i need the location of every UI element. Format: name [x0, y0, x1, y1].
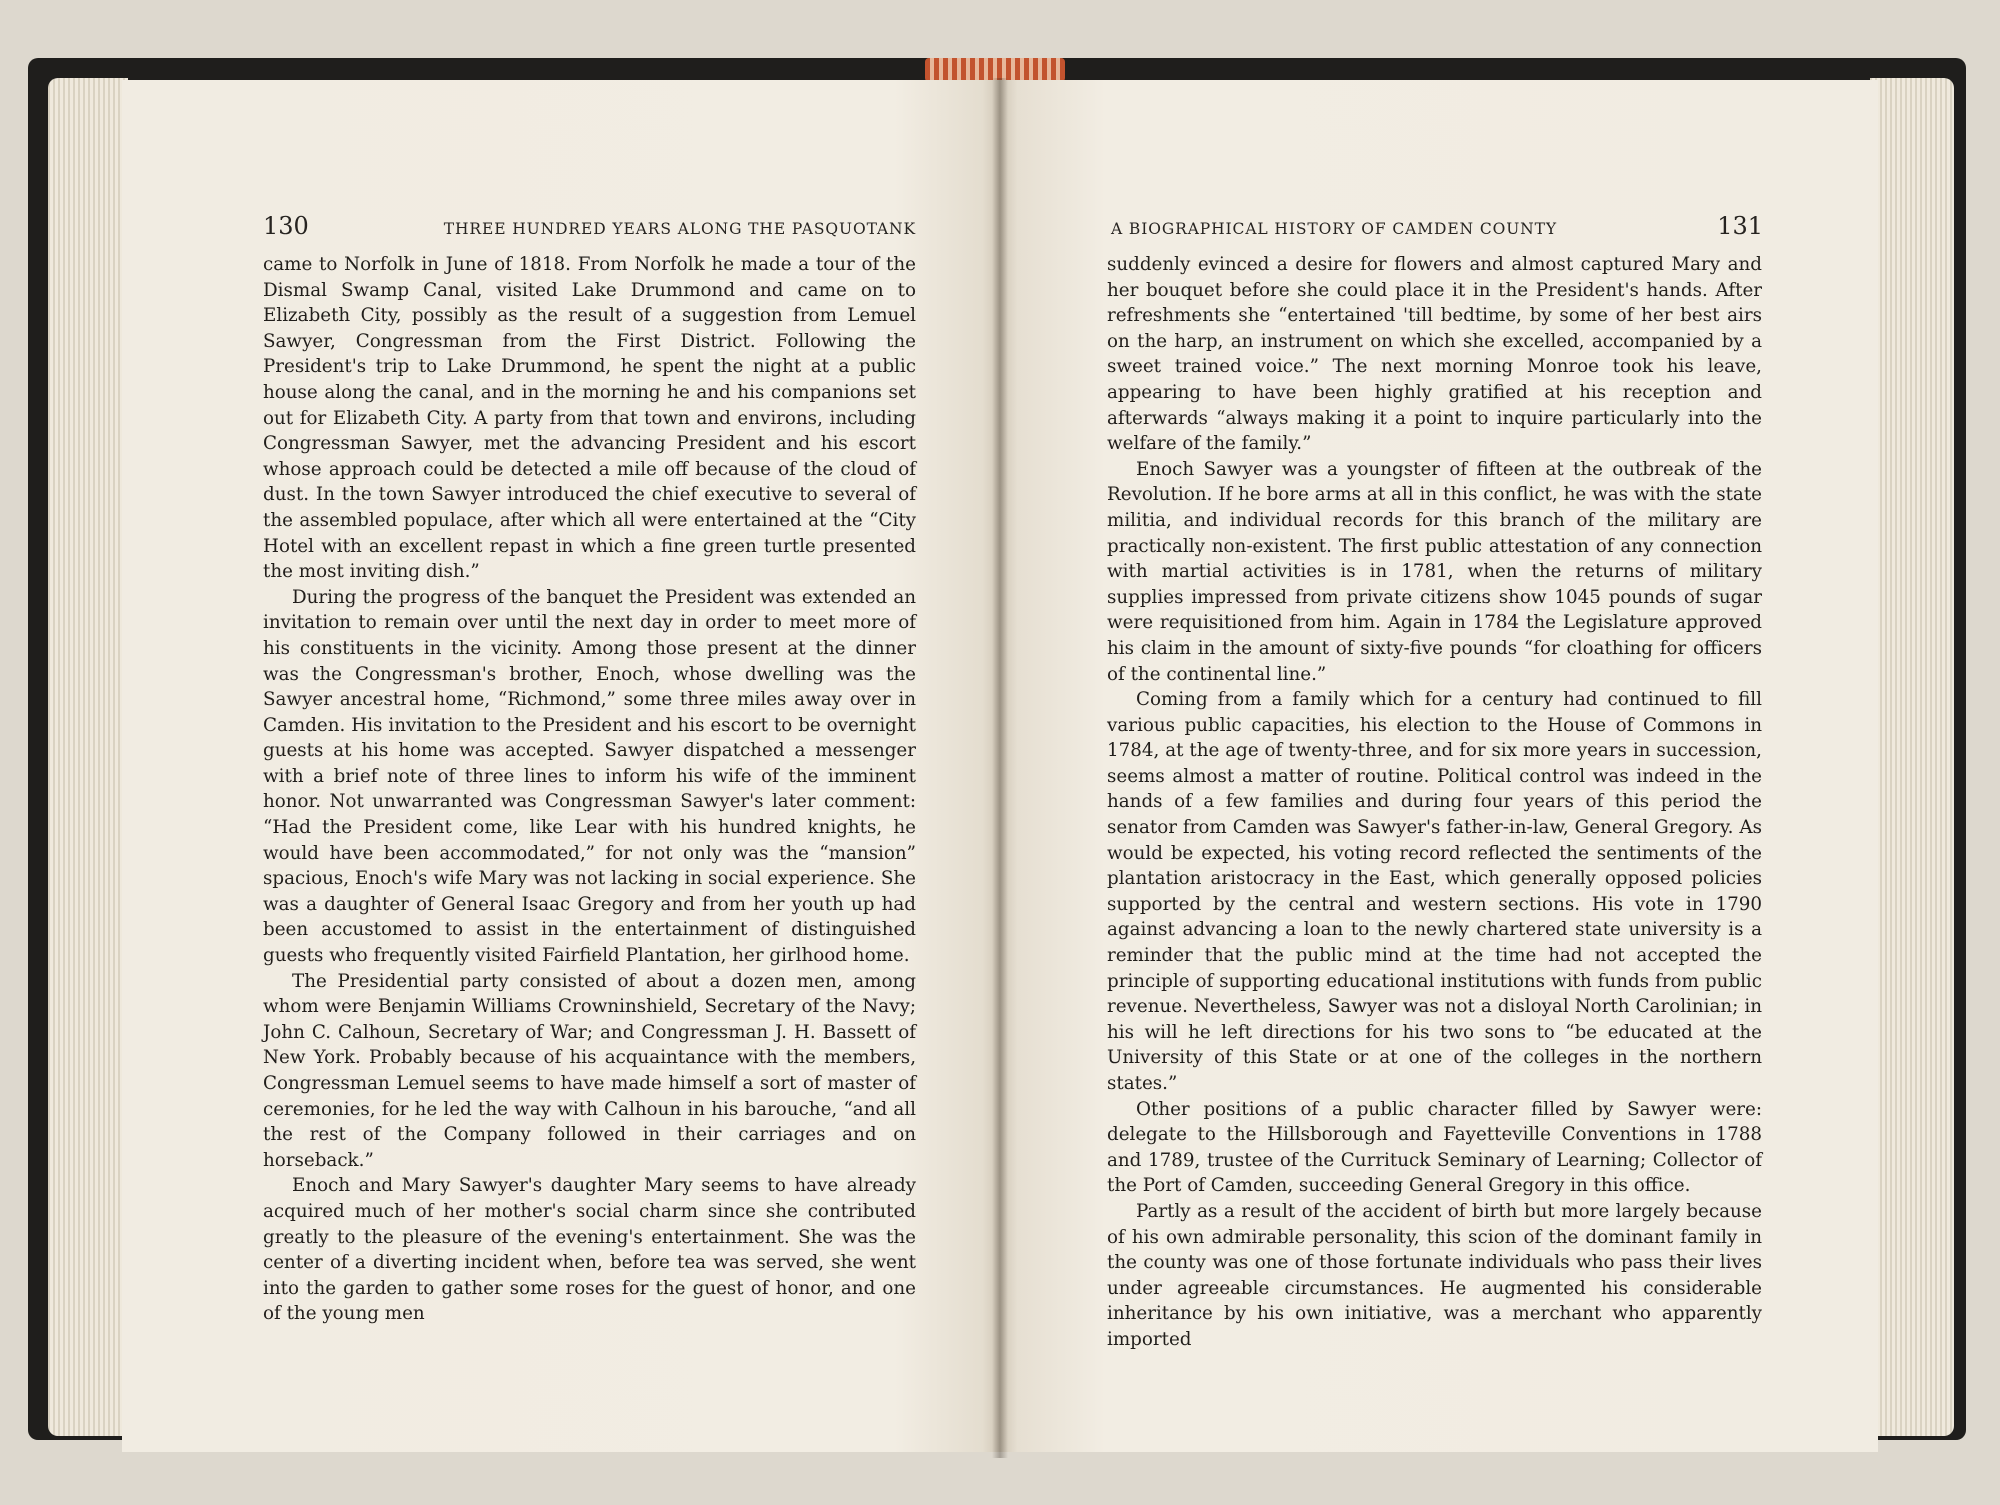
book-gutter	[992, 78, 1008, 1458]
paragraph: Other positions of a public character filled by Sawyer were: delegate to the Hillsborough and Fayetteville Conventions in 1788 and 1789, trustee of the Currituck Seminary of Learning; Collector of the Port of Camden, succeeding General Gregory in this office.	[1107, 1098, 1762, 1197]
right-running-title: A BIOGRAPHICAL HISTORY OF CAMDEN COUNTY	[1111, 220, 1557, 238]
right-page-edges	[1870, 78, 1954, 1436]
left-page-body	[263, 252, 916, 1327]
paragraph: Partly as a result of the accident of birth but more largely because of his own admirable personality, this scion of the dominant family in the county was one of those fortunate individuals who pass their lives under agreeable circumstances. He augmented his considerable inheritance by his own initiative, was a merchant who apparently imported	[1107, 1200, 1762, 1350]
left-running-title: THREE HUNDRED YEARS ALONG THE PASQUOTANK	[443, 220, 916, 238]
paragraph: came to Norfolk in June of 1818. From Norfolk he made a tour of the Dismal Swamp Canal, visited Lake Drummond and came on to Elizabeth City, possibly as the result of a suggestion from Lemuel Sawyer, Congressman from the First District. Following the President's trip to Lake Drummond, he spent the night at a public house along the canal, and in the morning he and his companions set out for Elizabeth City. A party from that town and environs, including Congressman Sawyer, met the advancing President and his escort whose approach could be detected a mile off because of the cloud of dust. In the town Sawyer introduced the chief executive to several of the assembled populace, after which all were entertained at the “City Hotel with an excellent repast in which a fine green turtle presented the most inviting dish.”	[263, 254, 916, 583]
paragraph: suddenly evinced a desire for flowers and almost captured Mary and her bouquet before she could place it in the President's hands. After refreshments she “entertained 'till bedtime, by some of her best airs on the harp, an instrument on which she excelled, accompanied by a sweet trained voice.” The next morning Monroe took his leave, appearing to have been highly gratified at his reception and afterwards “always making it a point to inquire particularly into the welfare of the family.”	[1107, 254, 1762, 455]
left-page-edges	[48, 78, 128, 1436]
paragraph: The Presidential party consisted of about a dozen men, among whom were Benjamin Williams Crowninshield, Secretary of the Navy; John C. Calhoun, Secretary of War; and Congressman J. H. Bassett of New York. Probably because of his acquaintance with the members, Congressman Lemuel seems to have made himself a sort of master of ceremonies, for he led the way with Calhoun in his barouche, “and all the rest of the Company followed in their carriages and on horseback.”	[263, 970, 916, 1171]
left-running-head	[263, 212, 916, 242]
paragraph: Coming from a family which for a century had continued to fill various public capacities, his election to the House of Commons in 1784, at the age of twenty-three, and for six more years in succession, seems almost a matter of routine. Political control was indeed in the hands of a few families and during four years of this period the senator from Camden was Sawyer's father-in-law, General Gregory. As would be expected, his voting record reflected the sentiments of the plantation aristocracy in the East, which generally opposed policies supported by the central and western sections. His vote in 1790 against advancing a loan to the newly chartered state university is a reminder that the public mind at the time had not accepted the principle of supporting educational institutions with funds from public revenue. Nevertheless, Sawyer was not a disloyal North Carolinian; in his will he left directions for his two sons to “be educated at the University of this State or at one of the colleges in the northern states.”	[1107, 689, 1762, 1094]
paragraph: Enoch and Mary Sawyer's daughter Mary seems to have already acquired much of her mother's social charm since she contributed greatly to the pleasure of the evening's entertainment. She was the center of a diverting incident when, before tea was served, she went into the garden to gather some roses for the guest of honor, and one of the young men	[263, 1175, 916, 1325]
paragraph: Enoch Sawyer was a youngster of fifteen at the outbreak of the Revolution. If he bore arms at all in this conflict, he was with the state militia, and individual records for this branch of the military are practically non-existent. The first public attestation of any connection with martial activities is in 1781, when the returns of military supplies impressed from private citizens show 1045 pounds of sugar were requisitioned from him. Again in 1784 the Legislature approved his claim in the amount of sixty-five pounds “for cloathing for officers of the continental line.”	[1107, 458, 1762, 685]
left-page-number: 130	[263, 212, 309, 240]
right-page-body	[1107, 252, 1762, 1353]
right-running-head	[1111, 212, 1763, 242]
right-page-number: 131	[1717, 212, 1763, 240]
paragraph: During the progress of the banquet the President was extended an invitation to remain over until the next day in order to meet more of his constituents in the vicinity. Among those present at the dinner was the Congressman's brother, Enoch, whose dwelling was the Sawyer ancestral home, “Richmond,” some three miles away over in Camden. His invitation to the President and his escort to be overnight guests at his home was accepted. Sawyer dispatched a messenger with a brief note of three lines to inform his wife of the imminent honor. Not unwarranted was Congressman Sawyer's later comment: “Had the President come, like Lear with his hundred knights, he would have been accommodated,” for not only was the “mansion” spacious, Enoch's wife Mary was not lacking in social experience. She was a daughter of General Isaac Gregory and from her youth up had been accustomed to assist in the entertainment of distinguished guests who frequently visited Fairfield Plantation, her girlhood home.	[263, 586, 916, 967]
